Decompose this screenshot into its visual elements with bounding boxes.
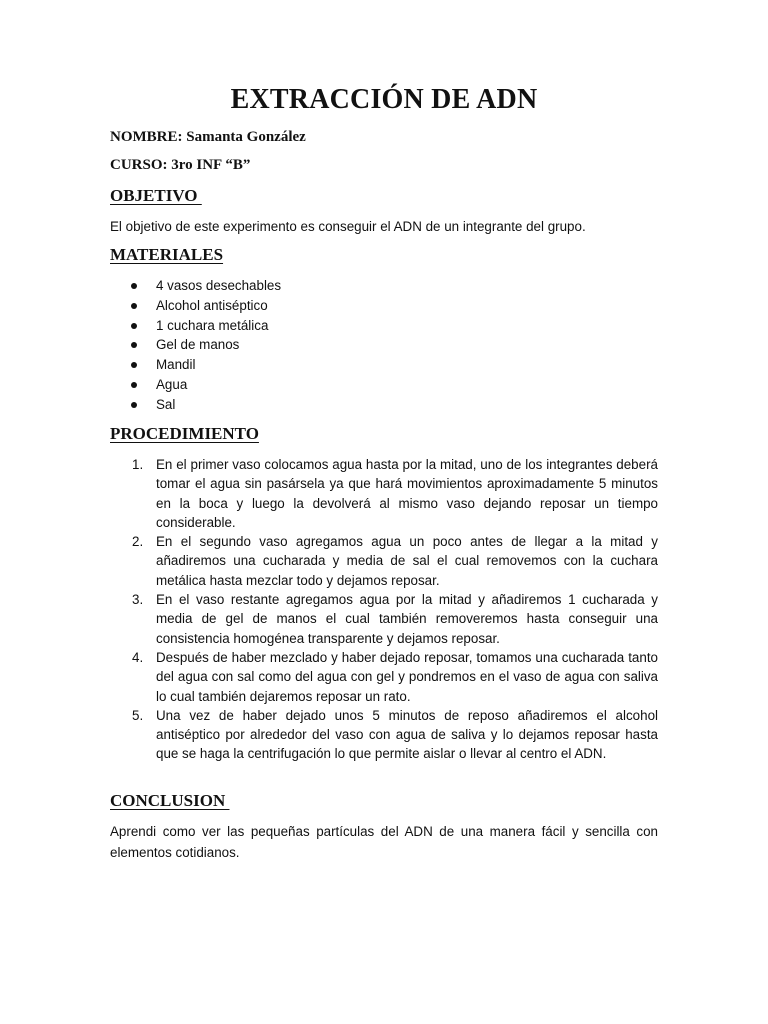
list-item bbox=[110, 335, 281, 355]
list-item bbox=[110, 706, 658, 764]
procedure-steps bbox=[110, 455, 658, 764]
step-text: En el segundo vaso agregamos agua un poco antes de llegar a la mitad y añadiremos una cucharada y media de sal el cual removemos con la cuchara metálica hasta mezclar todo y dejamos reposar. bbox=[156, 534, 658, 588]
step-number: 5. bbox=[132, 707, 144, 723]
list-item bbox=[110, 532, 658, 590]
list-item bbox=[110, 316, 281, 336]
material-label: 4 vasos desechables bbox=[156, 278, 282, 293]
list-item bbox=[110, 648, 658, 706]
step-text: En el vaso restante agregamos agua por la mitad y añadiremos 1 cucharada y media de gel de manos el cual también removeremos hasta conseguir una consistencia homogénea transparente y dejamos reposar. bbox=[156, 592, 658, 646]
objetivo-text: El objetivo de este experimento es conseguir el ADN de un integrante del grupo. bbox=[110, 219, 586, 234]
conclusion-heading: CONCLUSION bbox=[110, 791, 230, 810]
material-label: 1 cuchara metálica bbox=[156, 317, 269, 333]
list-item bbox=[110, 276, 281, 296]
procedimiento-heading: PROCEDIMIENTO bbox=[110, 424, 259, 443]
step-text: Después de haber mezclado y haber dejado reposar, tomamos una cucharada tanto del agua con sal como del agua con gel y pondremos en el vaso de agua con saliva lo cual también dejaremos reposar un rato. bbox=[156, 649, 658, 704]
step-number: 3. bbox=[132, 592, 144, 608]
list-item bbox=[110, 355, 281, 375]
materiales-heading: MATERIALES bbox=[110, 245, 224, 264]
bullet-icon bbox=[131, 323, 137, 329]
material-label: Agua bbox=[156, 376, 188, 392]
list-item bbox=[110, 455, 658, 532]
bullet-icon bbox=[131, 342, 137, 348]
step-number: 2. bbox=[132, 534, 144, 550]
list-item bbox=[110, 590, 658, 648]
document-title: EXTRACCIÓN DE ADN bbox=[230, 84, 538, 115]
material-label: Sal bbox=[156, 396, 176, 412]
list-item bbox=[110, 296, 281, 316]
step-number: 1. bbox=[132, 457, 144, 472]
bullet-icon bbox=[131, 283, 137, 289]
conclusion-text: Aprendi como ver las pequeñas partículas del ADN de una manera fácil y sencilla con elementos cotidianos. bbox=[110, 824, 658, 860]
course-info: CURSO: 3ro INF “B” bbox=[110, 157, 251, 173]
list-item bbox=[110, 375, 281, 395]
step-text: Una vez de haber dejado unos 5 minutos de reposo añadiremos el alcohol antiséptico por alrededor del vaso con agua de saliva y lo dejamos reposar hasta que se haga la centrifugación lo que permite aislar o llevar al centro el ADN. bbox=[156, 707, 658, 762]
list-item bbox=[110, 395, 281, 415]
bullet-icon bbox=[131, 382, 137, 388]
student-name: NOMBRE: Samanta González bbox=[110, 129, 306, 145]
material-label: Mandil bbox=[156, 357, 196, 373]
step-text: En el primer vaso colocamos agua hasta por la mitad, uno de los integrantes deberá tomar el agua sin pasársela ya que hará movimientos aproximadamente 5 minutos en la boca y luego la devolverá al mismo vaso dejando reposar un tiempo considerable. bbox=[156, 457, 658, 530]
bullet-icon bbox=[131, 362, 137, 368]
step-number: 4. bbox=[132, 649, 144, 665]
bullet-icon bbox=[131, 303, 137, 309]
objetivo-heading: OBJETIVO bbox=[110, 186, 202, 205]
material-label: Alcohol antiséptico bbox=[156, 297, 268, 313]
bullet-icon bbox=[131, 402, 137, 408]
materials-list bbox=[110, 276, 281, 415]
material-label: Gel de manos bbox=[156, 337, 240, 353]
